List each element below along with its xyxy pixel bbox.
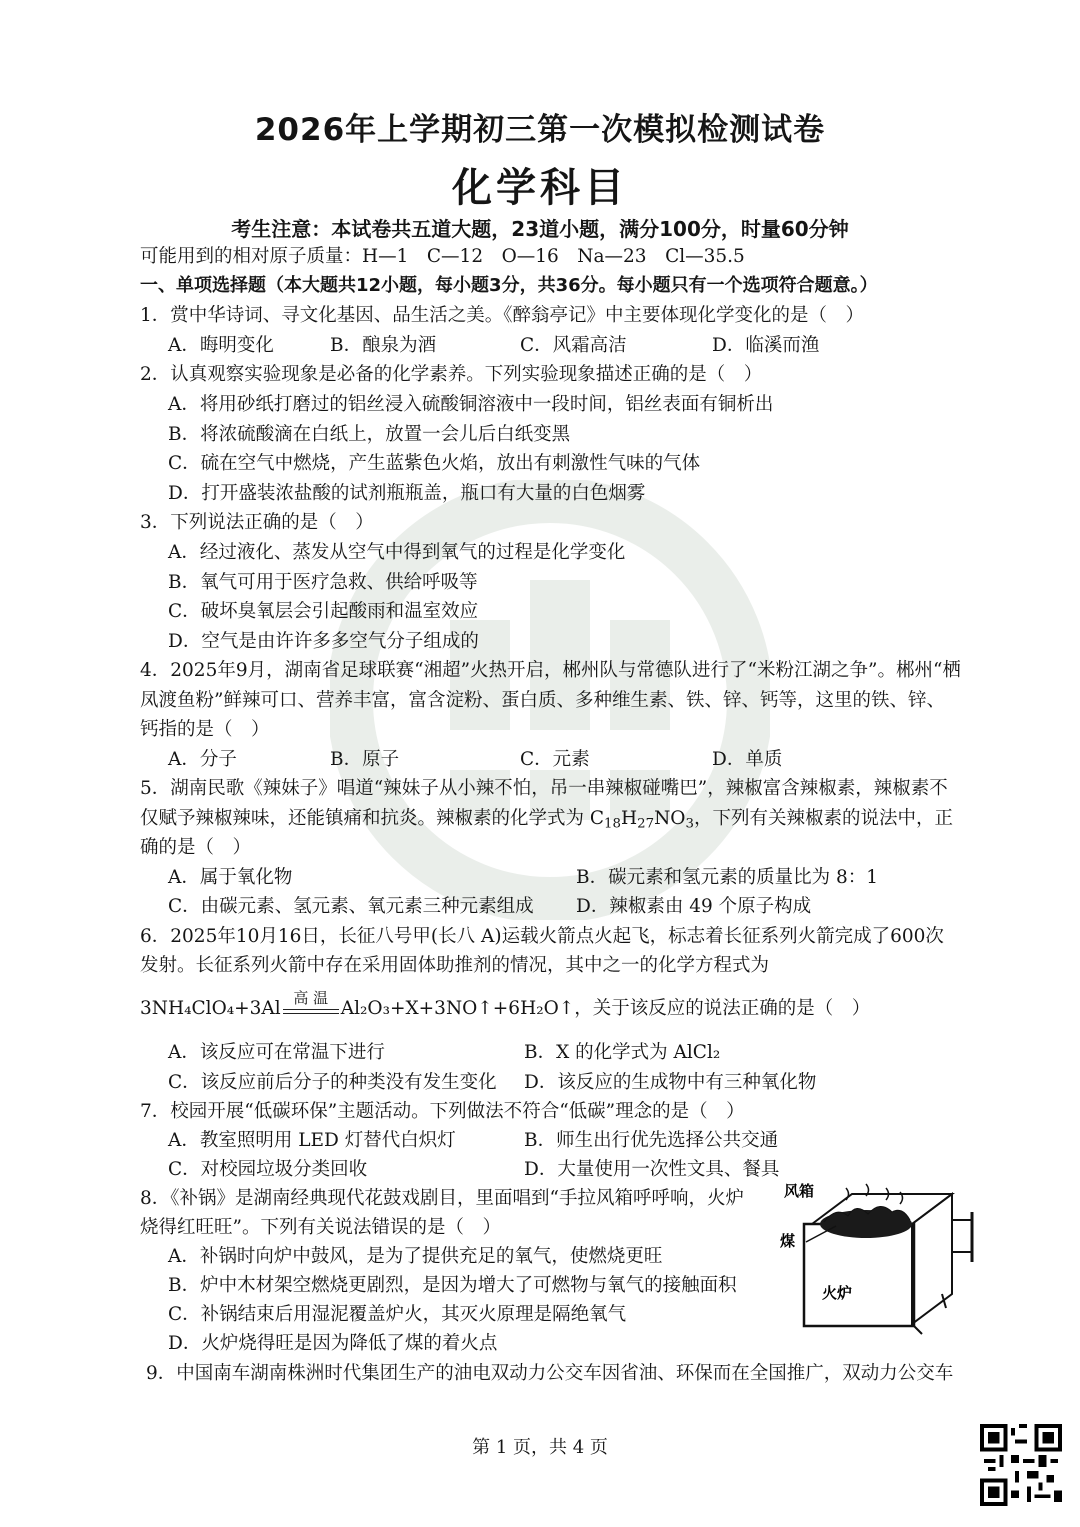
question-2-option-d: D．打开盛装浓盐酸的试剂瓶瓶盖，瓶口有大量的白色烟雾	[168, 483, 646, 504]
question-3-option-c: C．破坏臭氧层会引起酸雨和温室效应	[168, 601, 479, 622]
page-number: 第 1 页，共 4 页	[472, 1437, 608, 1458]
furnace-label: 火炉	[822, 1284, 853, 1302]
question-3-option-a: A．经过液化、蒸发从空气中得到氧气的过程是化学变化	[168, 542, 626, 563]
furnace-diagram	[776, 1182, 986, 1342]
reaction-condition: 高 温	[283, 1000, 339, 1022]
question-6-option-c: C．该反应前后分子的种类没有发生变化	[168, 1072, 497, 1093]
question-1-option-a: A．晦明变化	[168, 335, 274, 356]
question-5-option-a: A．属于氧化物	[168, 867, 293, 888]
question-6-option-d: D．该反应的生成物中有三种氧化物	[524, 1072, 817, 1093]
question-6-option-b: B．X 的化学式为 AlCl₂	[524, 1042, 721, 1063]
question-6-line-1: 6．2025年10月16日，长征八号甲(长八 A)运载火箭点火起飞，标志着长征系列火箭完成了600次	[140, 926, 944, 947]
question-5-option-d: D．辣椒素由 49 个原子构成	[576, 896, 812, 917]
question-2-option-b: B．将浓硫酸滴在白纸上，放置一会儿后白纸变黑	[168, 424, 571, 445]
bellows-label: 风箱	[784, 1182, 815, 1200]
question-8-option-a: A．补锅时向炉中鼓风，是为了提供充足的氧气，使燃烧更旺	[168, 1246, 663, 1267]
question-8-option-b: B．炉中木材架空燃烧更剧烈，是因为增大了可燃物与氧气的接触面积	[168, 1275, 737, 1296]
question-4-option-c: C．元素	[520, 749, 590, 770]
atomic-mass-line: 可能用到的相对原子质量：H—1 C—12 O—16 Na—23 Cl—35.5	[140, 246, 745, 267]
question-8-line-1: 8．《补锅》是湖南经典现代花鼓戏剧目，里面唱到“手拉风箱呼呼响，火炉	[140, 1188, 744, 1209]
question-4-line-2: 凤渡鱼粉”鲜辣可口、营养丰富，富含淀粉、蛋白质、多种维生素、铁、锌、钙等，这里的铁、锌、	[140, 690, 945, 711]
question-6-line-2: 发射。长征系列火箭中存在采用固体助推剂的情况，其中之一的化学方程式为	[140, 955, 770, 976]
question-6-equation: 3NH₄ClO₄+3Al 高 温 Al₂O₃+X+3NO↑+6H₂O↑，关于该反应的说法正确的是（ ）	[140, 996, 870, 1022]
question-2-stem: 2．认真观察实验现象是必备的化学素养。下列实验现象描述正确的是（ ）	[140, 364, 763, 385]
question-9-line-1: 9．中国南车湖南株洲时代集团生产的油电双动力公交车因省油、环保而在全国推广，双动力公交车	[146, 1363, 954, 1384]
question-4-line-1: 4．2025年9月，湖南省足球联赛“湘超”火热开启，郴州队与常德队进行了“米粉江湖之争”。郴州“栖	[140, 660, 961, 681]
section-heading: 一、单项选择题（本大题共12小题，每小题3分，共36分。每小题只有一个选项符合题意。）	[140, 275, 878, 296]
question-7-option-d: D．大量使用一次性文具、餐具	[524, 1159, 780, 1180]
question-1-option-d: D．临溪而渔	[712, 335, 820, 356]
question-5-option-c: C．由碳元素、氢元素、氧元素三种元素组成	[168, 896, 534, 917]
qr-code	[980, 1424, 1062, 1506]
question-7-option-b: B．师生出行优先选择公共交通	[524, 1130, 779, 1151]
exam-notice: 考生注意：本试卷共五道大题，23道小题，满分100分，时量60分钟	[231, 217, 849, 241]
question-7-stem: 7．校园开展“低碳环保”主题活动。下列做法不符合“低碳”理念的是（ ）	[140, 1101, 745, 1122]
question-8-option-d: D．火炉烧得旺是因为降低了煤的着火点	[168, 1333, 498, 1354]
question-3-option-d: D．空气是由许许多多空气分子组成的	[168, 631, 479, 652]
question-5-line-3: 确的是（ ）	[140, 837, 252, 858]
question-3-stem: 3．下列说法正确的是（ ）	[140, 512, 374, 533]
question-7-option-a: A．教室照明用 LED 灯替代白炽灯	[168, 1130, 456, 1151]
question-4-option-d: D．单质	[712, 749, 783, 770]
exam-title: 2026年上学期初三第一次模拟检测试卷	[254, 112, 826, 148]
question-7-option-c: C．对校园垃圾分类回收	[168, 1159, 368, 1180]
question-5-line-1: 5．湖南民歌《辣妹子》唱道“辣妹子从小辣不怕，吊一串辣椒碰嘴巴”，辣椒富含辣椒素，辣椒素不	[140, 778, 948, 799]
question-4-option-b: B．原子	[330, 749, 400, 770]
question-2-option-c: C．硫在空气中燃烧，产生蓝紫色火焰，放出有刺激性气味的气体	[168, 453, 701, 474]
question-4-option-a: A．分子	[168, 749, 237, 770]
question-4-line-3: 钙指的是（ ）	[140, 719, 270, 740]
question-2-option-a: A．将用砂纸打磨过的铝丝浸入硫酸铜溶液中一段时间，铝丝表面有铜析出	[168, 394, 774, 415]
coal-label: 煤	[780, 1232, 796, 1250]
subject-title: 化学科目	[452, 165, 628, 211]
question-1-option-c: C．风霜高洁	[520, 335, 627, 356]
question-6-option-a: A．该反应可在常温下进行	[168, 1042, 385, 1063]
question-1-stem: 1．赏中华诗词、寻文化基因、品生活之美。《醉翁亭记》中主要体现化学变化的是（ ）	[140, 305, 865, 326]
question-8-line-2: 烧得红旺旺”。下列有关说法错误的是（ ）	[140, 1217, 501, 1238]
question-1-option-b: B．酿泉为酒	[330, 335, 437, 356]
question-5-line-2: 仅赋予辣椒辣味，还能镇痛和抗炎。辣椒素的化学式为 $C_{18}H_{27}NO_3$，下列有关辣椒素的说法中，正	[140, 808, 953, 832]
question-3-option-b: B．氧气可用于医疗急救、供给呼吸等	[168, 572, 478, 593]
question-5-option-b: B．碳元素和氢元素的质量比为 8：1	[576, 867, 879, 888]
question-8-option-c: C．补锅结束后用湿泥覆盖炉火，其灭火原理是隔绝氧气	[168, 1304, 627, 1325]
